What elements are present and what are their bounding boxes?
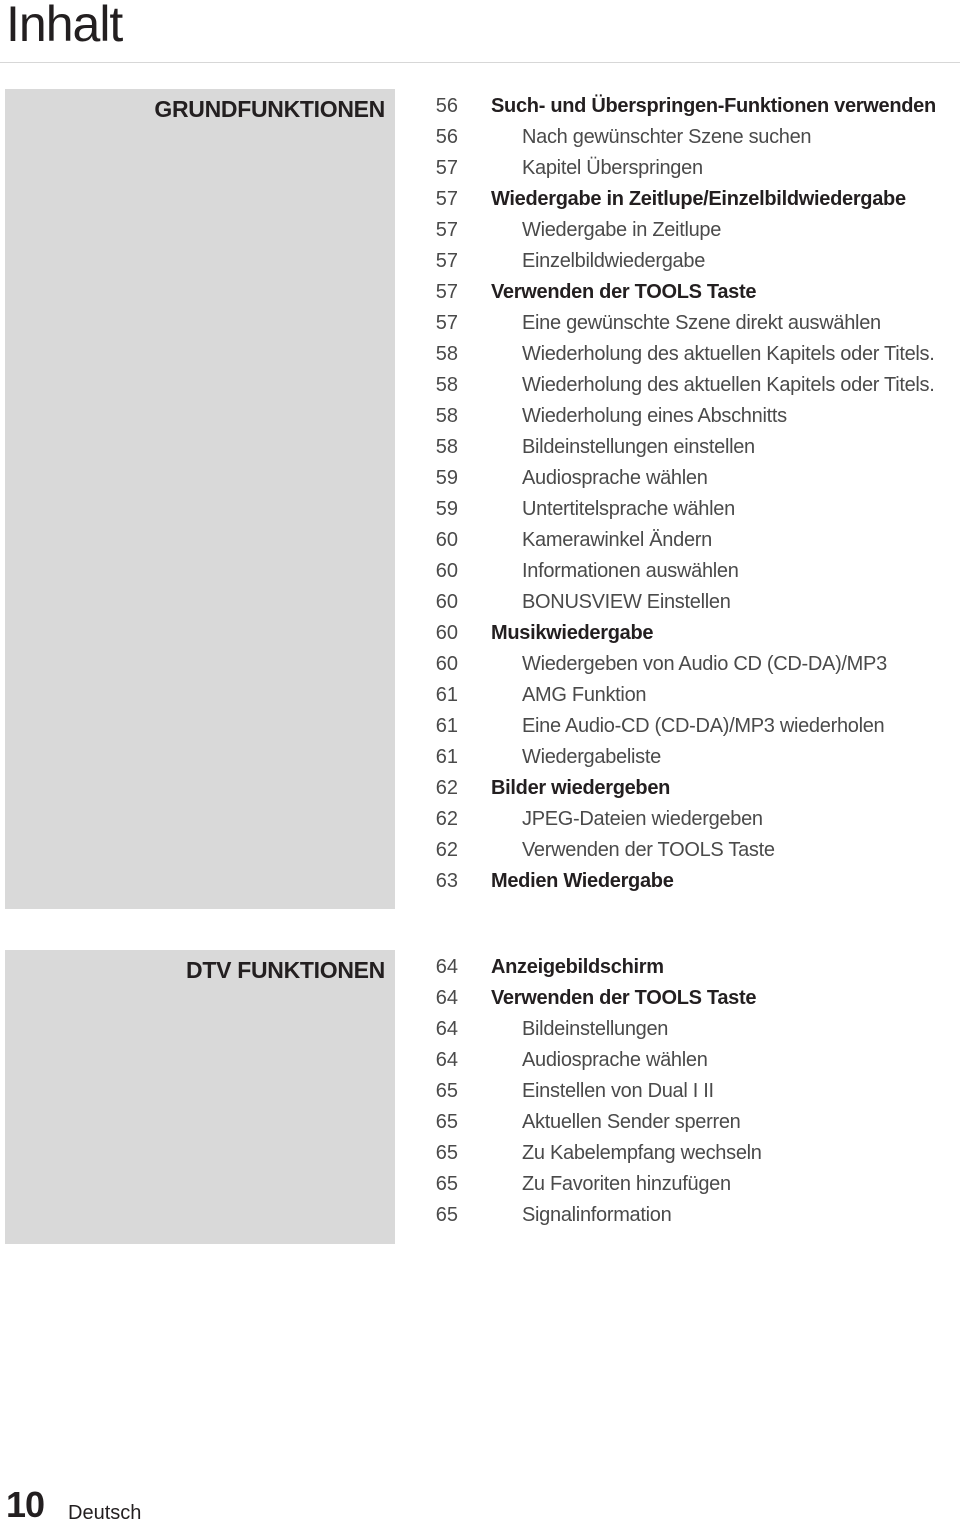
toc-entry-page-number: 65 — [435, 1111, 458, 1133]
toc-entry-title: Audiosprache wählen — [522, 467, 708, 489]
toc-entry[interactable] — [400, 277, 960, 308]
toc-entry[interactable] — [400, 153, 960, 184]
toc-entry[interactable] — [400, 184, 960, 215]
toc-entry-title: AMG Funktion — [522, 684, 647, 706]
toc-entry[interactable] — [400, 618, 960, 649]
toc-entry-page-number: 58 — [435, 343, 458, 365]
toc-entry-page-number: 61 — [435, 684, 458, 706]
toc-entry-title: Bildeinstellungen — [522, 1018, 669, 1040]
toc-entry[interactable] — [400, 246, 960, 277]
toc-entry-title: Verwenden der TOOLS Taste — [522, 839, 775, 861]
page-number: 10 — [6, 1484, 45, 1525]
toc-entry-page-number: 65 — [435, 1173, 458, 1195]
toc-entry-title: Bilder wiedergeben — [491, 777, 671, 799]
section-heading: GRUNDFUNKTIONEN — [154, 96, 385, 122]
toc-entry[interactable] — [400, 587, 960, 618]
page-title: Inhalt — [6, 0, 123, 52]
toc-entry-title: Bildeinstellungen einstellen — [522, 436, 755, 458]
toc-entry[interactable] — [400, 463, 960, 494]
toc-entry[interactable] — [400, 1045, 960, 1076]
toc-entry-title: Wiedergabeliste — [522, 746, 661, 768]
toc-entry-title: Audiosprache wählen — [522, 1049, 708, 1071]
toc-entry[interactable] — [400, 835, 960, 866]
toc-entry-title: Zu Kabelempfang wechseln — [522, 1142, 762, 1164]
toc-entry-list — [400, 952, 960, 1231]
toc-entry-page-number: 60 — [435, 591, 458, 613]
toc-entry-page-number: 58 — [435, 405, 458, 427]
toc-entry-title: JPEG-Dateien wiedergeben — [522, 808, 763, 830]
toc-entry-page-number: 59 — [435, 498, 458, 520]
section-label-band — [5, 950, 395, 1244]
toc-entry-title: Wiederholung des aktuellen Kapitels oder Titels. — [522, 374, 935, 396]
toc-entry-title: Wiedergeben von Audio CD (CD-DA)/MP3 — [522, 653, 887, 675]
toc-entry-title: Einzelbildwiedergabe — [522, 250, 706, 272]
toc-entry[interactable] — [400, 525, 960, 556]
toc-entry-page-number: 56 — [435, 126, 458, 148]
toc-entry-title: Medien Wiedergabe — [491, 870, 674, 892]
toc-entry-page-number: 64 — [435, 1049, 458, 1071]
toc-entry-page-number: 57 — [435, 281, 458, 303]
toc-entry[interactable] — [400, 370, 960, 401]
toc-entry-page-number: 57 — [435, 188, 458, 210]
toc-entry-page-number: 56 — [435, 95, 458, 117]
toc-entry[interactable] — [400, 308, 960, 339]
toc-entry-page-number: 62 — [435, 777, 458, 799]
toc-entry[interactable] — [400, 680, 960, 711]
toc-entry[interactable] — [400, 804, 960, 835]
toc-entry[interactable] — [400, 649, 960, 680]
toc-entry-page-number: 60 — [435, 653, 458, 675]
toc-entry-title: Einstellen von Dual I II — [522, 1080, 714, 1102]
toc-entry-page-number: 58 — [435, 436, 458, 458]
toc-entry[interactable] — [400, 711, 960, 742]
toc-entry[interactable] — [400, 773, 960, 804]
toc-entry[interactable] — [400, 1169, 960, 1200]
toc-entry[interactable] — [400, 401, 960, 432]
toc-entry-title: Wiederholung eines Abschnitts — [522, 405, 787, 427]
toc-entry-page-number: 65 — [435, 1204, 458, 1226]
toc-entry-title: Informationen auswählen — [522, 560, 739, 582]
toc-entry-page-number: 57 — [435, 250, 458, 272]
toc-entry[interactable] — [400, 494, 960, 525]
toc-entry-page-number: 60 — [435, 622, 458, 644]
toc-entry-title: Eine Audio-CD (CD-DA)/MP3 wiederholen — [522, 715, 885, 737]
toc-entry-title: Anzeigebildschirm — [491, 956, 664, 978]
section-heading: DTV FUNKTIONEN — [186, 957, 385, 983]
title-divider — [0, 62, 960, 63]
toc-entry[interactable] — [400, 983, 960, 1014]
toc-entry-title: Nach gewünschter Szene suchen — [522, 126, 812, 148]
toc-entry-page-number: 57 — [435, 312, 458, 334]
toc-entry[interactable] — [400, 91, 960, 122]
toc-entry[interactable] — [400, 432, 960, 463]
toc-entry-title: Wiederholung des aktuellen Kapitels oder Titels. — [522, 343, 935, 365]
toc-entry-title: Signalinformation — [522, 1204, 672, 1226]
toc-entry[interactable] — [400, 952, 960, 983]
toc-entry-page-number: 64 — [435, 1018, 458, 1040]
toc-entry-title: Untertitelsprache wählen — [522, 498, 735, 520]
page-language: Deutsch — [68, 1502, 142, 1524]
toc-entry-page-number: 62 — [435, 839, 458, 861]
toc-entry-title: Wiedergabe in Zeitlupe — [522, 219, 722, 241]
toc-entry-page-number: 57 — [435, 219, 458, 241]
toc-entry-page-number: 64 — [435, 956, 458, 978]
toc-entry-title: Zu Favoriten hinzufügen — [522, 1173, 731, 1195]
toc-entry[interactable] — [400, 866, 960, 897]
toc-entry-title: Musikwiedergabe — [491, 622, 654, 644]
toc-entry-page-number: 63 — [435, 870, 458, 892]
toc-entry-page-number: 64 — [435, 987, 458, 1009]
toc-entry-page-number: 58 — [435, 374, 458, 396]
toc-entry-page-number: 60 — [435, 560, 458, 582]
toc-entry-title: Verwenden der TOOLS Taste — [491, 987, 757, 1009]
toc-entry[interactable] — [400, 1014, 960, 1045]
toc-entry-title: Aktuellen Sender sperren — [522, 1111, 741, 1133]
toc-entry[interactable] — [400, 339, 960, 370]
toc-entry-page-number: 57 — [435, 157, 458, 179]
toc-entry[interactable] — [400, 1107, 960, 1138]
toc-entry[interactable] — [400, 1200, 960, 1231]
toc-entry[interactable] — [400, 215, 960, 246]
toc-entry-page-number: 65 — [435, 1080, 458, 1102]
toc-entry[interactable] — [400, 556, 960, 587]
toc-entry-page-number: 65 — [435, 1142, 458, 1164]
toc-entry-page-number: 60 — [435, 529, 458, 551]
toc-entry-page-number: 59 — [435, 467, 458, 489]
toc-entry-title: Wiedergabe in Zeitlupe/Einzelbildwiedergabe — [491, 188, 906, 210]
toc-entry[interactable] — [400, 122, 960, 153]
toc-entry-title: Such- und Überspringen-Funktionen verwenden — [491, 95, 936, 117]
toc-entry[interactable] — [400, 1076, 960, 1107]
toc-entry[interactable] — [400, 1138, 960, 1169]
toc-entry-title: Eine gewünschte Szene direkt auswählen — [522, 312, 881, 334]
toc-entry-page-number: 61 — [435, 715, 458, 737]
toc-entry-title: Kapitel Überspringen — [522, 157, 703, 179]
toc-entry-list — [400, 91, 960, 897]
toc-entry-title: BONUSVIEW Einstellen — [522, 591, 731, 613]
toc-entry[interactable] — [400, 742, 960, 773]
section-label-band — [5, 89, 395, 909]
toc-entry-page-number: 62 — [435, 808, 458, 830]
toc-entry-title: Verwenden der TOOLS Taste — [491, 281, 757, 303]
toc-entry-page-number: 61 — [435, 746, 458, 768]
toc-entry-title: Kamerawinkel Ändern — [522, 529, 712, 551]
